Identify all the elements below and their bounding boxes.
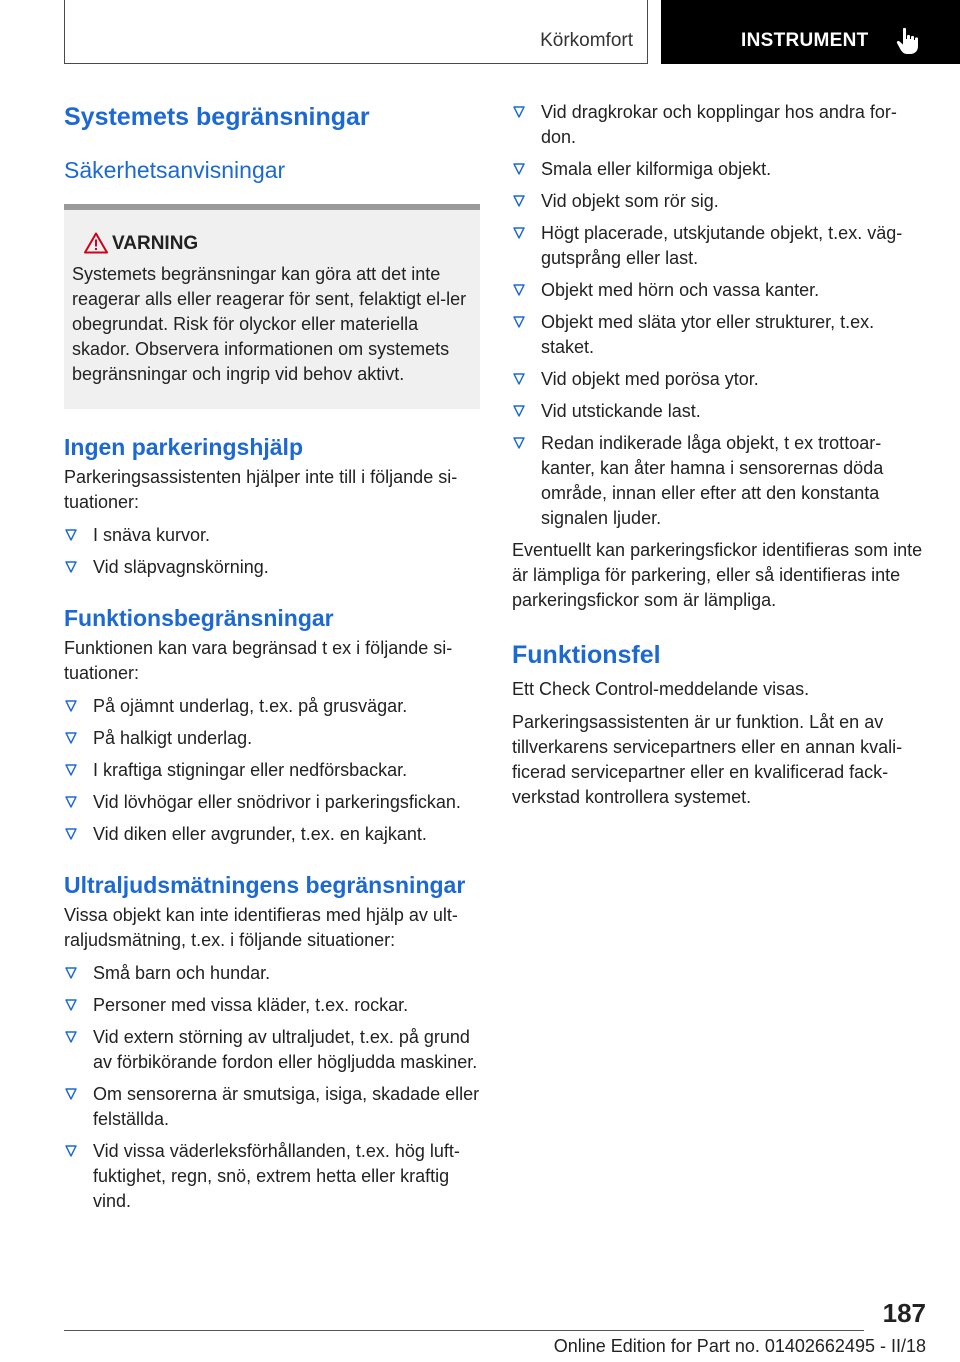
triangle-bullet-icon [513, 405, 525, 417]
list-item [64, 993, 480, 1018]
list-item [64, 555, 480, 580]
triangle-bullet-icon [513, 373, 525, 385]
bullet-list [512, 100, 928, 531]
list-item [512, 189, 928, 214]
triangle-bullet-icon [513, 316, 525, 328]
section-heading-no-parking-assist: Ingen parkeringshjälp [64, 434, 303, 460]
list-item [512, 157, 928, 182]
triangle-bullet-icon [65, 700, 77, 712]
bullet-list [64, 523, 480, 580]
list-item-text: Vid släpvagnskörning. [93, 557, 269, 577]
list-item [64, 1082, 480, 1132]
header-chapter-tab [661, 0, 960, 64]
list-item-text: Redan indikerade låga objekt, t ex trottoar-kanter, kan åter hamna i sensorernas döda område, innan eller efter att den konstanta signalen ljuder. [541, 433, 884, 528]
list-item-text: Små barn och hundar. [93, 963, 271, 983]
list-item-text: Vid utstickande last. [541, 401, 701, 421]
list-item-text: Om sensorerna är smutsiga, isiga, skadade eller felställda. [93, 1084, 480, 1129]
hand-pointer-icon [896, 27, 920, 55]
list-item [512, 399, 928, 424]
list-item-text: Vid lövhögar eller snödrivor i parkeringsfickan. [93, 792, 461, 812]
list-item [64, 961, 480, 986]
triangle-bullet-icon [65, 561, 77, 573]
warning-title [72, 232, 472, 256]
triangle-bullet-icon [65, 828, 77, 840]
list-item-text: Vid vissa väderleksförhållanden, t.ex. hög luft-fuktighet, regn, snö, extrem hetta eller kraftig vind. [93, 1141, 460, 1211]
warning-label: VARNING [112, 233, 199, 254]
list-item-text: Objekt med släta ytor eller strukturer, t.ex. staket. [541, 312, 875, 357]
list-item-text: Vid extern störning av ultraljudet, t.ex. på grund av förbikörande fordon eller högljudda maskiner. [93, 1027, 478, 1072]
triangle-bullet-icon [65, 732, 77, 744]
list-item-text: Vid dragkrokar och kopplingar hos andra for-don. [541, 102, 897, 147]
list-item-text: Vid objekt som rör sig. [541, 191, 719, 211]
list-item-text: På ojämnt underlag, t.ex. på grusvägar. [93, 696, 408, 716]
triangle-bullet-icon [65, 764, 77, 776]
section-heading-malfunction: Funktionsfel [512, 641, 661, 669]
triangle-bullet-icon [65, 999, 77, 1011]
header-section-label: Körkomfort [540, 30, 633, 51]
page-number: 187 [882, 1298, 926, 1328]
section-intro: Parkeringsassistenten hjälper inte till i följande si-tuationer: [64, 467, 458, 512]
triangle-bullet-icon [65, 1145, 77, 1157]
list-item-text: I snäva kurvor. [93, 525, 211, 545]
list-item [512, 221, 928, 271]
list-item-text: På halkigt underlag. [93, 728, 253, 748]
fault-paragraph: Ett Check Control-meddelande visas. [512, 679, 810, 699]
list-item [512, 367, 928, 392]
triangle-bullet-icon [65, 529, 77, 541]
warning-text: Systemets begränsningar kan göra att det inte reagerar alls eller reagerar för sent, felaktigt el-ler obegrundat. Risk för olyckor eller materiella skador. Observera informationen om systemets begränsningar och ingrip vid behov aktivt. [72, 264, 467, 384]
left-column [64, 100, 480, 1221]
section-intro: Funktionen kan vara begränsad t ex i följande si-tuationer: [64, 638, 453, 683]
list-item [64, 822, 480, 847]
triangle-bullet-icon [65, 796, 77, 808]
list-item [512, 431, 928, 531]
bullet-list [64, 961, 480, 1214]
list-item [64, 790, 480, 815]
page-title: Systemets begränsningar [64, 103, 370, 131]
right-column [512, 100, 928, 818]
header-chapter-label: INSTRUMENT [741, 30, 869, 51]
triangle-bullet-icon [513, 437, 525, 449]
triangle-bullet-icon [513, 163, 525, 175]
footer-divider [64, 1330, 864, 1331]
list-item [64, 758, 480, 783]
triangle-bullet-icon [65, 1088, 77, 1100]
triangle-bullet-icon [513, 195, 525, 207]
list-item-text: Vid diken eller avgrunder, t.ex. en kajkant. [93, 824, 427, 844]
bullet-list [64, 694, 480, 847]
warning-box [64, 204, 480, 409]
list-item-text: I kraftiga stigningar eller nedförsbackar. [93, 760, 408, 780]
warning-triangle-icon [84, 232, 108, 254]
list-item [64, 1139, 480, 1214]
list-item [64, 523, 480, 548]
section-intro: Vissa objekt kan inte identifieras med hjälp av ult-raljudsmätning, t.ex. i följande situationer: [64, 905, 458, 950]
fault-paragraph: Parkeringsassistenten är ur funktion. Låt en av tillverkarens servicepartners eller en annan kvali-ficerad servicepartner eller en kvalificerad fack-verkstad kontrollera systemet. [512, 712, 903, 807]
triangle-bullet-icon [65, 1031, 77, 1043]
list-item [64, 726, 480, 751]
list-item [64, 694, 480, 719]
section-heading-ultrasound-limits: Ultraljudsmätningens begränsningar [64, 872, 466, 898]
list-item-text: Vid objekt med porösa ytor. [541, 369, 759, 389]
list-item [64, 1025, 480, 1075]
list-item [512, 100, 928, 150]
list-item [512, 278, 928, 303]
list-item-text: Objekt med hörn och vassa kanter. [541, 280, 820, 300]
after-list-text: Eventuellt kan parkeringsfickor identifieras som inte är lämpliga för parkering, eller så identifieras inte parkeringsfickor som är lämpliga. [512, 540, 923, 610]
header-section-tab [64, 0, 648, 64]
triangle-bullet-icon [65, 967, 77, 979]
triangle-bullet-icon [513, 227, 525, 239]
triangle-bullet-icon [513, 284, 525, 296]
footer-edition: Online Edition for Part no. 01402662495 - II/18 [553, 1336, 926, 1356]
list-item-text: Smala eller kilformiga objekt. [541, 159, 772, 179]
list-item [512, 310, 928, 360]
safety-heading: Säkerhetsanvisningar [64, 157, 286, 183]
list-item-text: Personer med vissa kläder, t.ex. rockar. [93, 995, 409, 1015]
section-heading-function-limits: Funktionsbegränsningar [64, 605, 334, 631]
list-item-text: Högt placerade, utskjutande objekt, t.ex. väg-gutsprång eller last. [541, 223, 903, 268]
triangle-bullet-icon [513, 106, 525, 118]
